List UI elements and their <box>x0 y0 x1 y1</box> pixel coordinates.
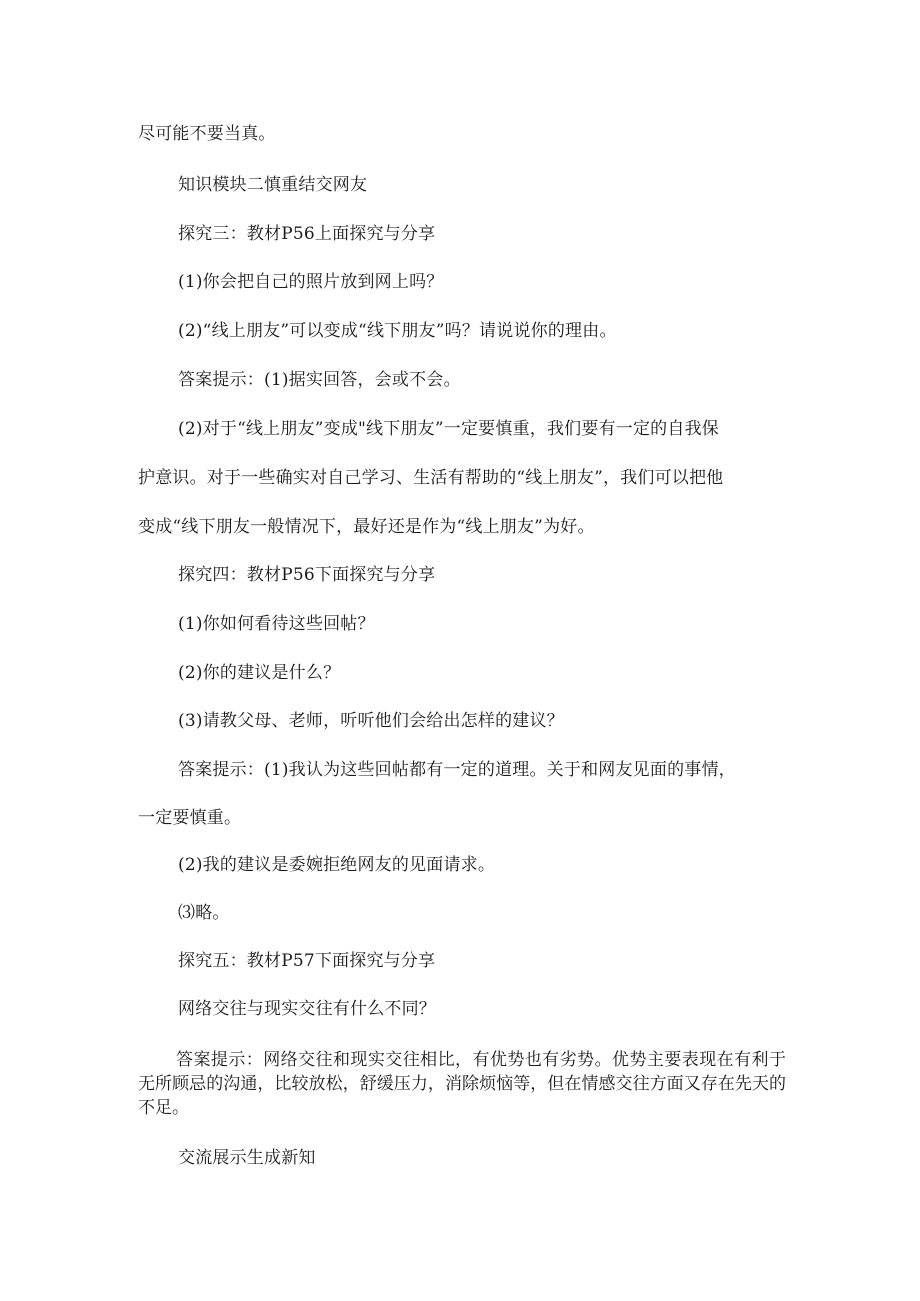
section-heading: 知识模块二慎重结交网友 <box>178 175 368 195</box>
section-heading: 交流展示生成新知 <box>178 1148 316 1168</box>
question-line: (1)你会把自己的照片放到网上吗？ <box>178 272 444 292</box>
question-line: (2)“线上朋友”可以变成“线下朋友”吗？请说说你的理由。 <box>178 321 617 341</box>
answer-line: 护意识。对于一些确实对自己学习、生活有帮助的“线上朋友”，我们可以把他 <box>138 468 724 488</box>
inquiry-heading: 探究五：教材P57下面探究与分享 <box>178 951 436 971</box>
question-line: (2)你的建议是什么？ <box>178 663 341 683</box>
text-line: 尽可能不要当真。 <box>138 124 276 144</box>
answer-line: (2)我的建议是委婉拒绝网友的见面请求。 <box>178 855 496 875</box>
question-line: 网络交往与现实交往有什么不同？ <box>178 999 436 1019</box>
answer-line: 一定要慎重。 <box>138 808 242 828</box>
answer-hint: 答案提示：(1)据实回答，会或不会。 <box>178 370 461 390</box>
answer-line: (2)对于“线上朋友”变成"线下朋友”一定要慎重，我们要有一定的自我保 <box>178 419 719 439</box>
answer-paragraph: 答案提示：网络交往和现实交往相比，有优势也有劣势。优势主要表现在有利于无所顾忌的沟通，比较放松，舒缓压力，消除烦恼等，但在情感交往方面又存在先天的不足。 <box>138 1050 786 1118</box>
inquiry-heading: 探究四：教材P56下面探究与分享 <box>178 565 436 585</box>
inquiry-heading: 探究三：教材P56上面探究与分享 <box>178 224 436 244</box>
answer-hint: 答案提示：(1)我认为这些回帖都有一定的道理。关于和网友见面的事情， <box>178 760 736 780</box>
answer-line: ⑶略。 <box>178 903 230 923</box>
question-line: (1)你如何看待这些回帖？ <box>178 614 375 634</box>
answer-line: 变成“线下朋友一般情况下，最好还是作为“线上朋友”为好。 <box>138 517 595 537</box>
question-line: (3)请教父母、老师，听听他们会给出怎样的建议？ <box>178 711 564 731</box>
